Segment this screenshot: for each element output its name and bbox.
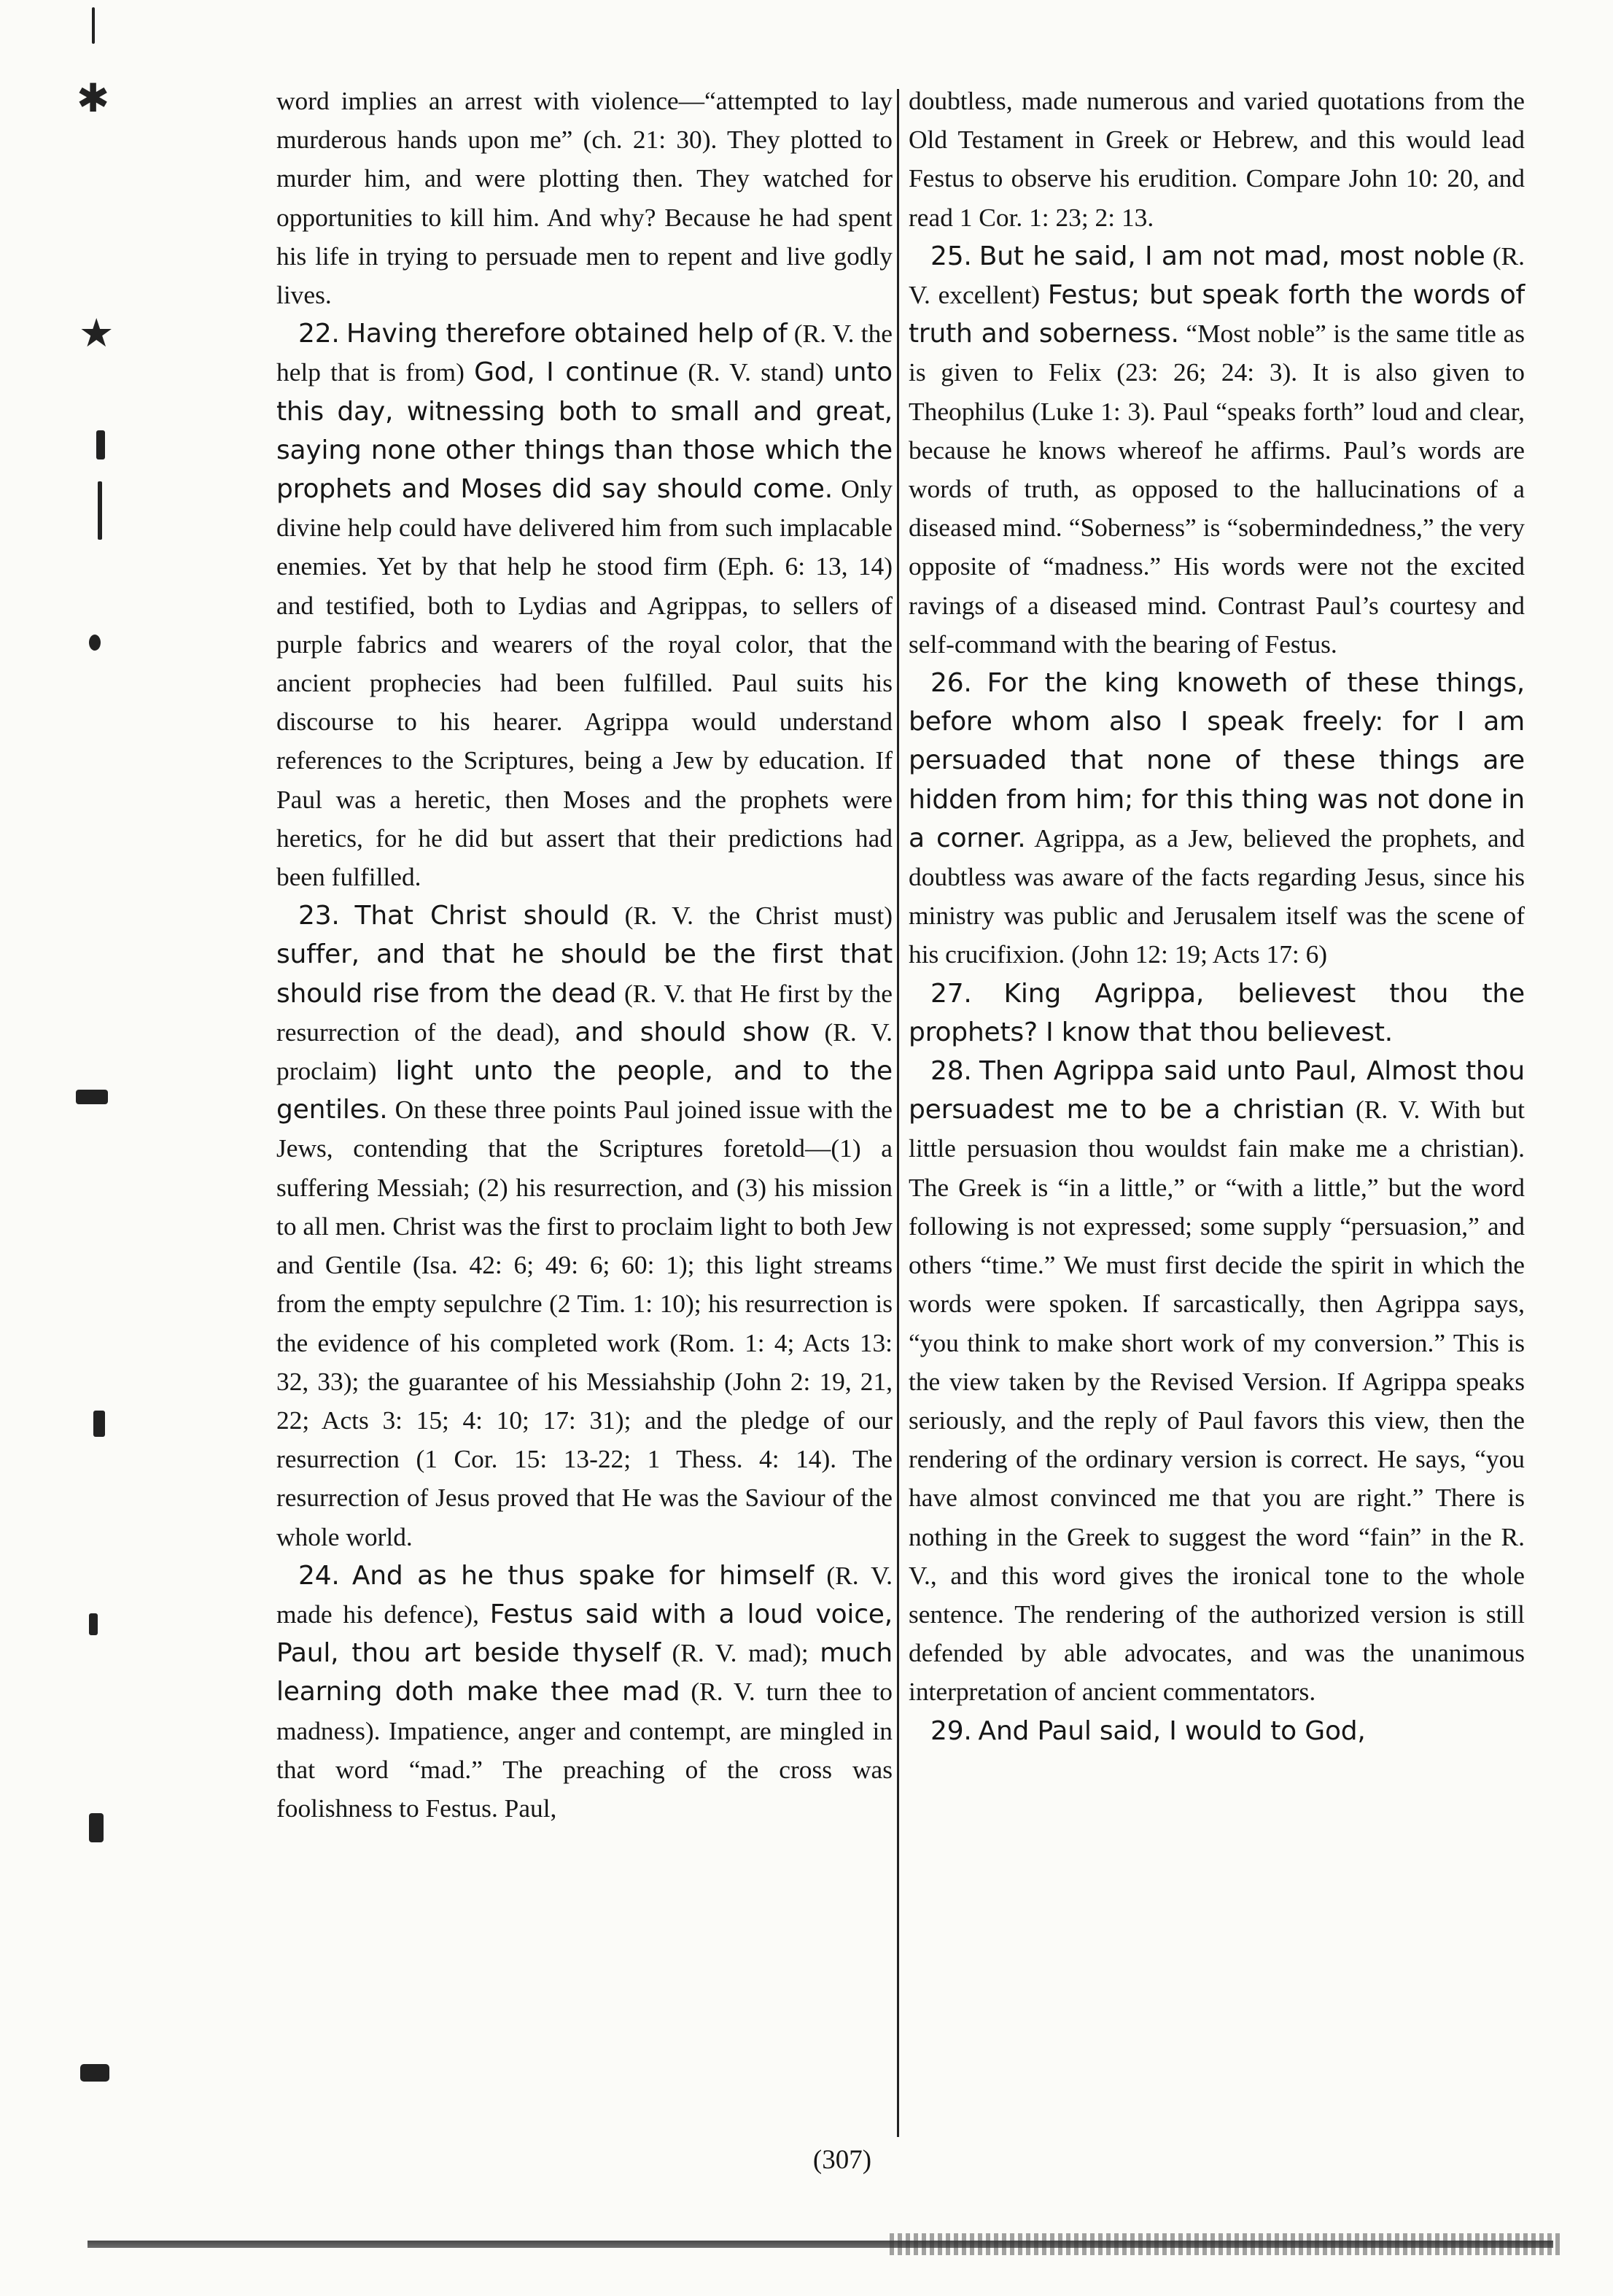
scan-artifact xyxy=(80,2064,109,2082)
verse-number: 25. xyxy=(930,241,972,271)
verse-25: 25. But he said, I am not mad, most noble (R. V. excellent) Festus; but speak forth the words of truth and soberness. “Most noble” is the same title as is given to Felix (23: 26; 24: 3). It is also given to Theophilus (Luke 1: 3). Paul “speaks forth” loud and clear, because he knows whereof he affirms. Paul’s words are words of truth, as opposed to the hallucinations of a diseased mind. “Soberness” is “sobermindedness,” the very opposite of “madness.” His words were not the excited ravings of a diseased mind. Contrast Paul’s courtesy and self-command with the bearing of Festus. xyxy=(909,241,1525,659)
scan-artifact: ★ xyxy=(79,310,114,356)
verse-24: 24. And as he thus spake for himself (R. V. made his defence), Festus said with a loud voice, Paul, thou art beside thyself (R. V. mad); much learning doth make thee mad (R. V. turn thee to madness). Impatience, anger and contempt, are mingled in that word “mad.” The preaching of the cross was foolishness to Festus. Paul, xyxy=(276,1560,893,1823)
verse-number: 29. xyxy=(930,1715,972,1746)
scan-artifact xyxy=(89,1813,104,1842)
scan-artifact: ✱ xyxy=(77,75,110,121)
verse-number: 22. xyxy=(298,319,340,349)
verse-number: 26. xyxy=(930,668,972,699)
verse-29: 29. And Paul said, I would to God, xyxy=(930,1715,1366,1746)
page-number: (307) xyxy=(812,2145,872,2175)
right-column xyxy=(909,82,1525,1750)
scan-artifact xyxy=(89,635,101,651)
verse-27: 27. King Agrippa, believest thou the prophets? I know that thou believest. xyxy=(909,978,1525,1047)
paragraph: doubtless, made numerous and varied quotations from the Old Testament in Greek or Hebrew, and this would lead Festus to observe his erudition. Compare John 10: 20, and read 1 Cor. 1: 23; 2: 13. xyxy=(909,86,1525,232)
verse-22: 22. Having therefore obtained help of (R. V. the help that is from) God, I continue (R. V. stand) unto this day, witnessing both to small and great, saying none other things than those which the prophets and Moses did say should come. Only divine help could have delivered him from such implacable enemies. Yet by that help he stood firm (Eph. 6: 13, 14) and testified, both to Lydias and Agrippas, to sellers of purple fabrics and wearers of the royal color, that the ancient prophecies had been fulfilled. Paul suits his discourse to his hearer. Agrippa would understand references to the Scriptures, being a Jew by education. If Paul was a heretic, then Moses and the prophets were heretics, for he did but assert that their predictions had been fulfilled. xyxy=(276,319,893,892)
verse-number: 27. xyxy=(930,978,972,1009)
scan-artifact xyxy=(96,430,105,459)
paragraph: word implies an arrest with violence—“attempted to lay murderous hands upon me” (ch. 21: 30). They plotted to murder him, and were plotting then. They watched for opportunities to kill him. And why? Because he had spent his life in trying to persuade men to repent and live godly lives. xyxy=(276,86,893,310)
scan-artifact xyxy=(92,7,95,44)
verse-28: 28. Then Agrippa said unto Paul, Almost thou persuadest me to be a christian (R. V. With but little persuasion thou wouldst fain make me a christian). The Greek is “in a little,” or “with a little,” but the word following is not expressed; some supply “persuasion,” and others “time.” We must first decide the spirit in which the words were spoken. If sarcastically, then Agrippa says, “you think to make short work of my conversion.” This is the view taken by the Revised Version. If Agrippa speaks seriously, and the reply of Paul favors this view, then the rendering of the ordinary version is correct. He says, “you have almost convinced me that you are right.” There is nothing in the Greek to suggest the word “fain” in the R. V., and this word gives the ironical tone to the whole sentence. The rendering of the authorized version is still defended by able advocates, and was the unanimous interpretation of ancient commentators. xyxy=(909,1056,1525,1707)
scan-edge-noise xyxy=(890,2233,1560,2255)
verse-26: 26. For the king knoweth of these things, before whom also I speak freely: for I am persuaded that none of these things are hidden from him; for this thing was not done in a corner. Agrippa, as a Jew, believed the prophets, and doubtless was aware of the facts regarding Jesus, since his ministry was public and Jerusalem itself was the scene of his crucifixion. (John 12: 19; Acts 17: 6) xyxy=(909,668,1525,969)
scan-artifact xyxy=(98,481,102,540)
column-divider xyxy=(897,89,899,2137)
verse-23: 23. That Christ should (R. V. the Christ must) suffer, and that he should be the first that should rise from the dead (R. V. that He first by the resurrection of the dead), and should show (R. V. proclaim) light unto the people, and to the gentiles. On these three points Paul joined issue with the Jews, contending that the Scriptures foretold—(1) a suffering Messiah; (2) his resurrection, and (3) his mission to all men. Christ was the first to proclaim light to both Jew and Gentile (Isa. 42: 6; 49: 6; 60: 1); this light streams from the empty sepulchre (2 Tim. 1: 10); his resurrection is the evidence of his completed work (Rom. 1: 4; Acts 13: 32, 33); the guarantee of his Messiahship (John 2: 19, 21, 22; Acts 3: 15; 4: 10; 17: 31); and the pledge of our resurrection (1 Cor. 15: 13-22; 1 Thess. 4: 14). The resurrection of Jesus proved that He was the Saviour of the whole world. xyxy=(276,901,893,1551)
verse-number: 23. xyxy=(298,901,340,931)
scan-artifact xyxy=(93,1411,105,1437)
left-column xyxy=(276,82,893,1828)
scan-artifact xyxy=(76,1090,108,1104)
verse-number: 24. xyxy=(298,1560,340,1591)
verse-number: 28. xyxy=(930,1056,972,1087)
scan-artifact xyxy=(89,1613,98,1635)
